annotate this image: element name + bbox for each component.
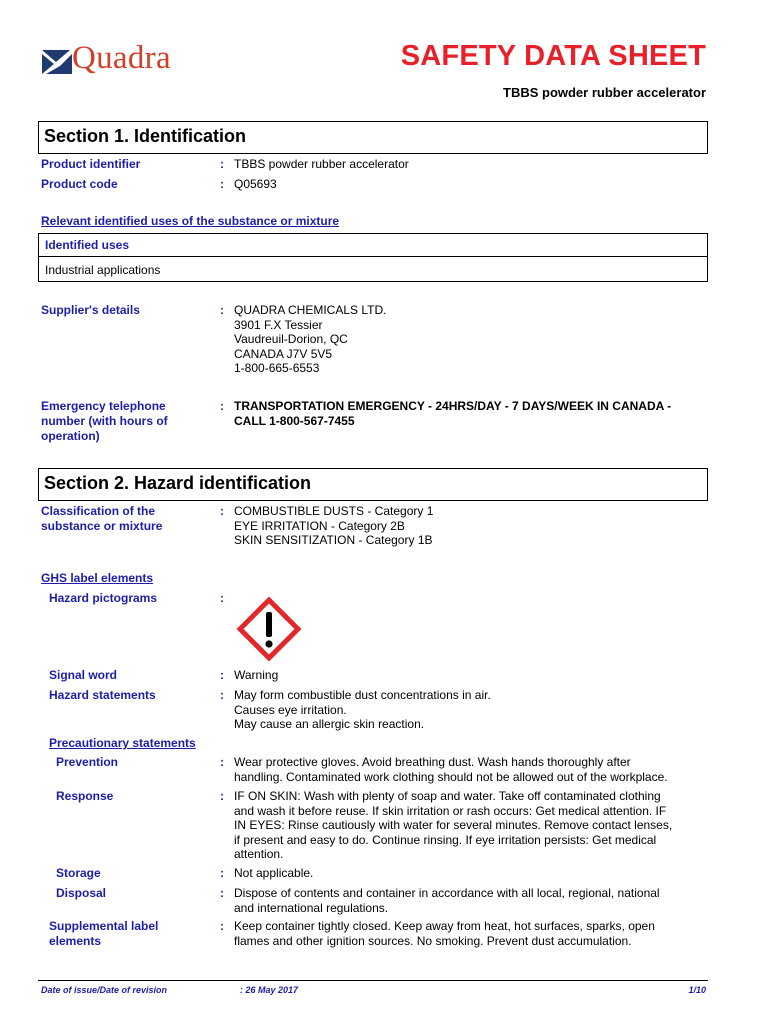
emergency-value: [234, 399, 671, 428]
disposal-text: [234, 886, 660, 915]
classification-line: EYE IRRITATION - Category 2B: [234, 518, 405, 533]
product-name-header: TBBS powder rubber accelerator: [503, 85, 706, 100]
classification-label: [41, 504, 162, 534]
emergency-label-line: operation): [41, 429, 100, 443]
colon: :: [220, 688, 224, 702]
storage-label: Storage: [56, 866, 101, 880]
emergency-label: [41, 399, 168, 444]
supplemental-label-line: Supplemental label: [49, 919, 159, 933]
prevention-line: Wear protective gloves. Avoid breathing dust. Wash hands thoroughly after: [234, 755, 631, 769]
classification-line: SKIN SENSITIZATION - Category 1B: [234, 533, 433, 547]
colon: :: [220, 504, 224, 518]
colon: :: [220, 919, 224, 933]
supplier-details: [234, 303, 386, 376]
colon: :: [220, 591, 224, 605]
response-line: IN EYES: Rinse cautiously with water for several minutes. Remove contact lenses,: [234, 818, 673, 832]
product-code-label: Product code: [41, 177, 118, 191]
colon: :: [220, 789, 224, 803]
supplemental-text: [234, 919, 655, 948]
colon: :: [220, 866, 224, 880]
supplemental-label-line: elements: [49, 934, 102, 948]
hazard-statements-label: Hazard statements: [49, 688, 156, 702]
footer-page-number: 1/10: [688, 985, 706, 995]
signal-word-label: Signal word: [49, 668, 118, 682]
product-identifier-label: Product identifier: [41, 157, 141, 171]
classification-label-line: Classification of the: [41, 504, 156, 518]
disposal-label: Disposal: [56, 886, 107, 900]
section-1-title: Section 1. Identification: [44, 126, 247, 146]
table-divider: [38, 256, 708, 257]
disposal-line: and international regulations.: [234, 900, 389, 915]
identified-uses-header: Identified uses: [45, 238, 130, 252]
colon: :: [220, 177, 224, 191]
supplier-line: 1-800-665-6553: [234, 361, 320, 375]
prevention-line: handling. Contaminated work clothing should not be allowed out of the workplace.: [234, 769, 668, 784]
disposal-line: Dispose of contents and container in accordance with all local, regional, national: [234, 886, 660, 900]
supplemental-label: [49, 919, 158, 949]
logo-text: Quadra: [72, 40, 171, 76]
product-identifier-value: TBBS powder rubber accelerator: [234, 157, 409, 171]
hazard-statement: May cause an allergic skin reaction.: [234, 717, 425, 731]
supplier-line: Vaudreuil-Dorion, QC: [234, 332, 348, 346]
exclamation-mark-pictogram-icon: [237, 597, 301, 661]
quadra-logo-icon: [42, 46, 74, 76]
signal-word-value: Warning: [234, 668, 279, 682]
supplier-line: CANADA J7V 5V5: [234, 346, 333, 361]
emergency-label-line: Emergency telephone: [41, 399, 166, 413]
response-label: Response: [56, 789, 114, 803]
emergency-line: CALL 1-800-567-7455: [234, 413, 355, 428]
classification-values: [234, 504, 433, 548]
supplier-line: 3901 F.X Tessier: [234, 317, 323, 332]
response-line: attention.: [234, 847, 284, 861]
footer-divider: [38, 980, 708, 981]
supplier-line: QUADRA CHEMICALS LTD.: [234, 303, 387, 317]
relevant-uses-heading: Relevant identified uses of the substance or mixture: [41, 214, 340, 228]
identified-uses-value: Industrial applications: [45, 263, 161, 277]
colon: :: [220, 755, 224, 769]
colon: :: [220, 886, 224, 900]
colon: :: [220, 303, 224, 317]
section-2-title: Section 2. Hazard identification: [44, 473, 312, 493]
hazard-statements: [234, 688, 491, 732]
footer-date-label: Date of issue/Date of revision: [41, 985, 168, 995]
emergency-line: TRANSPORTATION EMERGENCY - 24HRS/DAY - 7 DAYS/WEEK IN CANADA -: [234, 399, 672, 413]
hazard-statement: May form combustible dust concentrations in air.: [234, 688, 491, 702]
footer-date-value: : 26 May 2017: [240, 985, 299, 995]
response-line: if present and easy to do. Continue rinsing. If eye irritation persists: Get medical: [234, 832, 657, 847]
precautionary-heading: Precautionary statements: [49, 736, 196, 750]
colon: :: [220, 157, 224, 171]
supplier-label: Supplier's details: [41, 303, 140, 317]
supplemental-line: flames and other ignition sources. No smoking. Prevent dust accumulation.: [234, 933, 632, 948]
pictograms-label: Hazard pictograms: [49, 591, 158, 605]
product-code-value: Q05693: [234, 177, 277, 191]
ghs-heading: GHS label elements: [41, 571, 154, 585]
hazard-statement: Causes eye irritation.: [234, 702, 347, 717]
emergency-label-line: number (with hours of: [41, 414, 168, 428]
response-line: and wash it before reuse. If skin irritation or rash occurs: Get medical attention. IF: [234, 803, 667, 818]
colon: :: [220, 668, 224, 682]
supplemental-line: Keep container tightly closed. Keep away from heat, hot surfaces, sparks, open: [234, 919, 655, 933]
response-text: [234, 789, 672, 862]
colon: :: [220, 399, 224, 413]
classification-label-line: substance or mixture: [41, 519, 163, 533]
prevention-text: [234, 755, 668, 784]
storage-value: Not applicable.: [234, 866, 314, 880]
response-line: IF ON SKIN: Wash with plenty of soap and water. Take off contaminated clothing: [234, 789, 661, 803]
prevention-label: Prevention: [56, 755, 119, 769]
document-title: SAFETY DATA SHEET: [400, 40, 706, 72]
classification-line: COMBUSTIBLE DUSTS - Category 1: [234, 504, 434, 518]
